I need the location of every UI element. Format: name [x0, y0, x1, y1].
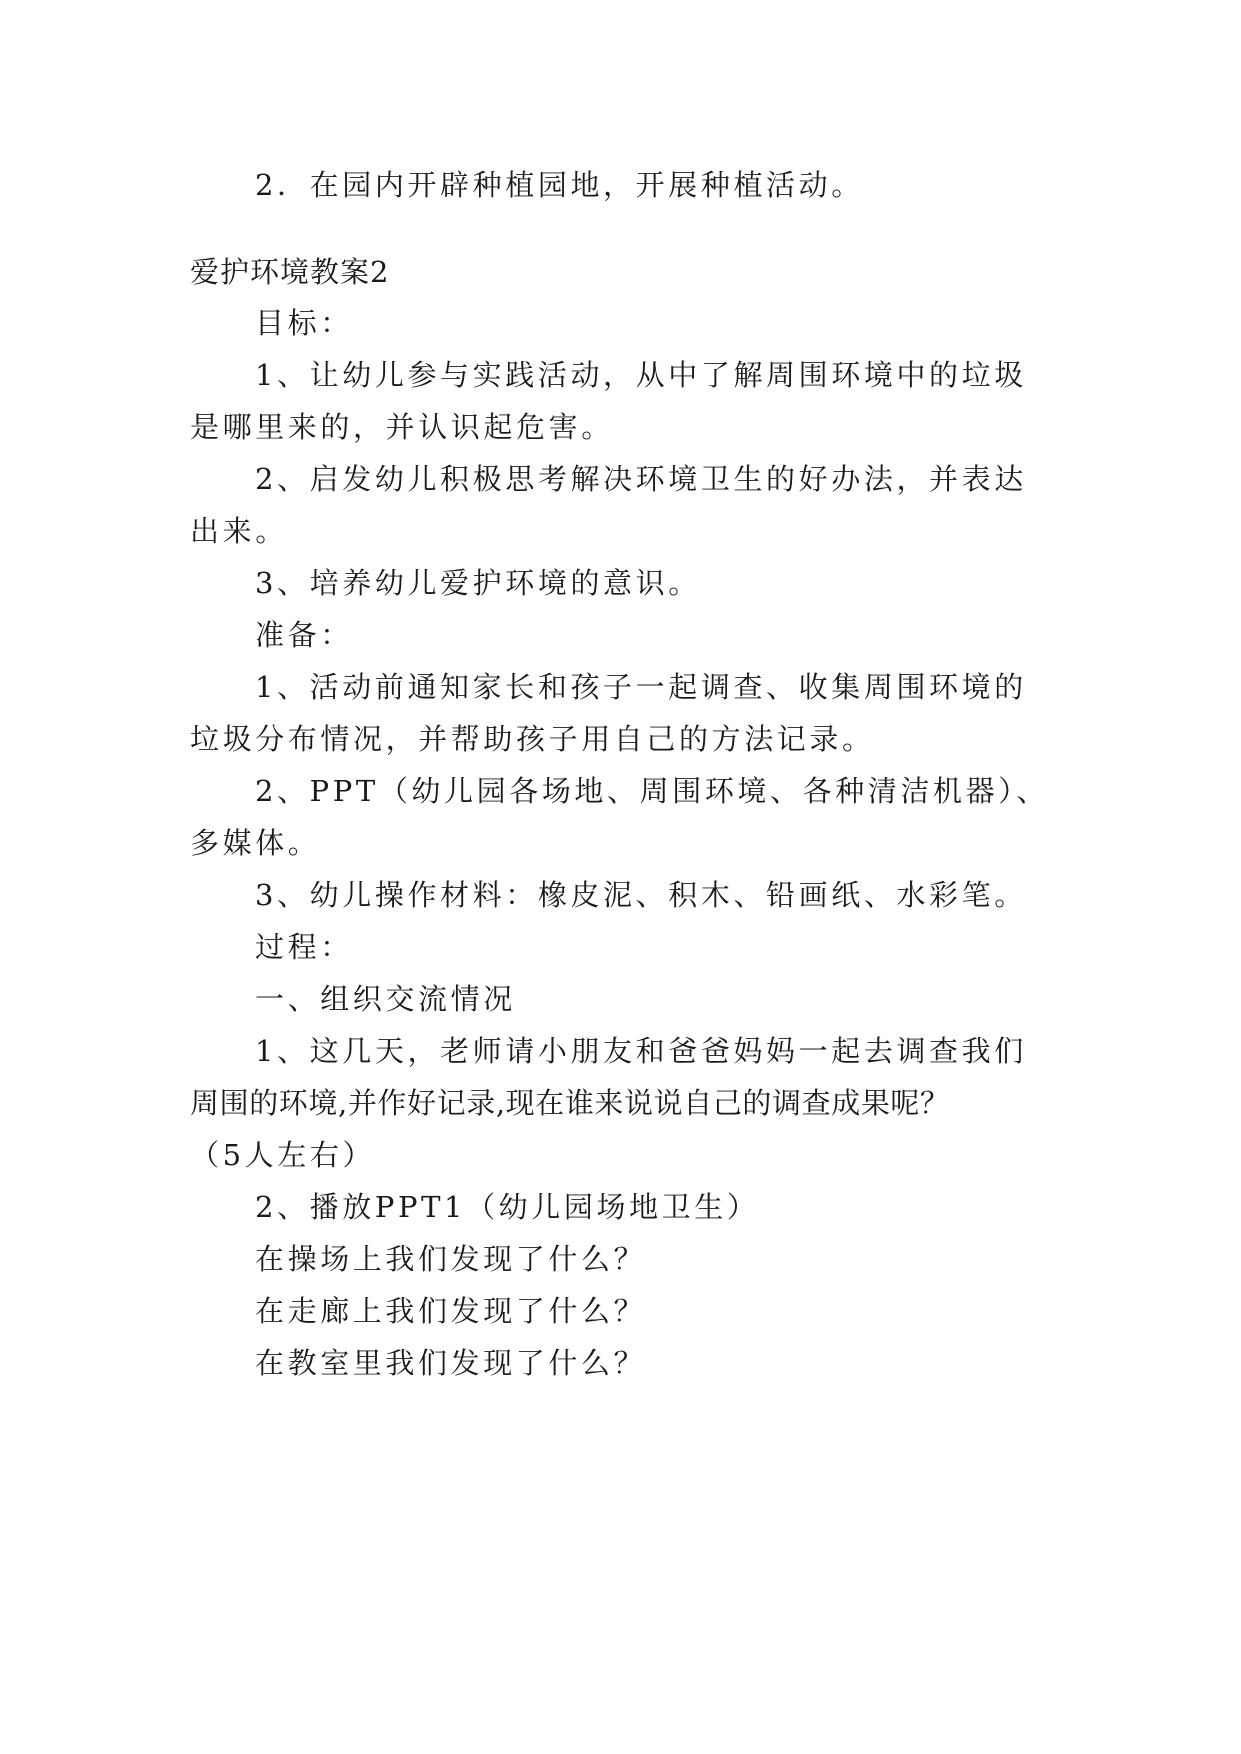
subheading-preparation: 准备：: [255, 618, 353, 652]
paragraph-line: 出来。: [190, 514, 288, 548]
paragraph-line: 在走廊上我们发现了什么？: [255, 1294, 647, 1328]
paragraph-line: 垃圾分布情况，并帮助孩子用自己的方法记录。: [190, 722, 875, 756]
paragraph-line: 在教室里我们发现了什么？: [255, 1346, 647, 1380]
paragraph-line: 3、培养幼儿爱护环境的意识。: [255, 566, 701, 600]
subheading-process: 过程：: [255, 930, 353, 964]
paragraph-line: 2、启发幼儿积极思考解决环境卫生的好办法，并表达: [255, 462, 1027, 496]
paragraph-line: 2．在园内开辟种植园地，开展种植活动。: [255, 168, 864, 202]
section-heading: 爱护环境教案2: [190, 255, 390, 289]
paragraph-line: 周围的环境,并作好记录,现在谁来说说自己的调查成果呢？: [190, 1086, 950, 1120]
subheading-goals: 目标：: [255, 306, 353, 340]
paragraph-line: 3、幼儿操作材料：橡皮泥、积木、铅画纸、水彩笔。: [255, 878, 1027, 912]
paragraph-line: （5人左右）: [190, 1138, 376, 1172]
paragraph-line: 2、PPT（幼儿园各场地、周围环境、各种清洁机器）、: [255, 774, 1049, 808]
paragraph-line: 在操场上我们发现了什么？: [255, 1242, 647, 1276]
paragraph-line: 多媒体。: [190, 826, 321, 860]
paragraph-line: 是哪里来的，并认识起危害。: [190, 410, 614, 444]
paragraph-line: 2、播放PPT1（幼儿园场地卫生）: [255, 1190, 760, 1224]
paragraph-line: 一、组织交流情况: [255, 982, 516, 1016]
paragraph-line: 1、让幼儿参与实践活动，从中了解周围环境中的垃圾: [255, 358, 1027, 392]
paragraph-line: 1、这几天，老师请小朋友和爸爸妈妈一起去调查我们: [255, 1034, 1027, 1068]
paragraph-line: 1、活动前通知家长和孩子一起调查、收集周围环境的: [255, 670, 1027, 704]
